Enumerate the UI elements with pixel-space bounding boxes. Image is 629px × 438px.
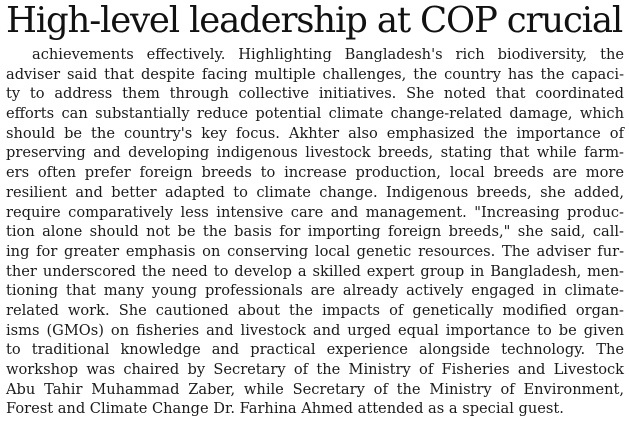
body-line: ers often prefer foreign breeds to increase production, local breeds are more [6, 164, 624, 182]
body-line: preserving and developing indigenous livestock breeds, stating that while farm- [6, 144, 624, 162]
body-line: workshop was chaired by Secretary of the Ministry of Fisheries and Livestock [6, 361, 624, 378]
headline: High-level leadership at COP crucial [6, 0, 623, 41]
body-line: Abu Tahir Muhammad Zaber, while Secretary of the Ministry of Environment, [6, 380, 624, 398]
body-line: ing for greater emphasis on conserving local genetic resources. The adviser fur- [6, 242, 624, 260]
article-body [6, 45, 624, 419]
body-line: ty to address them through collective initiatives. She noted that coordinated [6, 85, 624, 103]
body-line: should be the country's key focus. Akhter also emphasized the importance of [6, 124, 624, 142]
body-line: isms (GMOs) on fisheries and livestock and urged equal importance to be given [6, 321, 624, 339]
body-line: achievements effectively. Highlighting Bangladesh's rich biodiversity, the [32, 46, 624, 63]
body-line: Forest and Climate Change Dr. Farhina Ahmed attended as a special guest. [6, 400, 564, 418]
body-line: efforts can substantially reduce potential climate change-related damage, which [6, 105, 624, 123]
body-line: tioning that many young professionals are already actively engaged in climate- [6, 282, 624, 300]
body-line: require comparatively less intensive care and management. "Increasing produc- [6, 203, 624, 221]
body-line: tion alone should not be the basis for importing foreign breeds," she said, call- [6, 223, 624, 241]
body-line: ther underscored the need to develop a skilled expert group in Bangladesh, men- [6, 262, 624, 280]
body-line: to traditional knowledge and practical experience alongside technology. The [6, 341, 624, 359]
body-line: resilient and better adapted to climate change. Indigenous breeds, she added, [6, 183, 624, 201]
body-line: adviser said that despite facing multiple challenges, the country has the capaci- [6, 65, 624, 83]
body-line: related work. She cautioned about the impacts of genetically modified organ- [6, 301, 624, 319]
